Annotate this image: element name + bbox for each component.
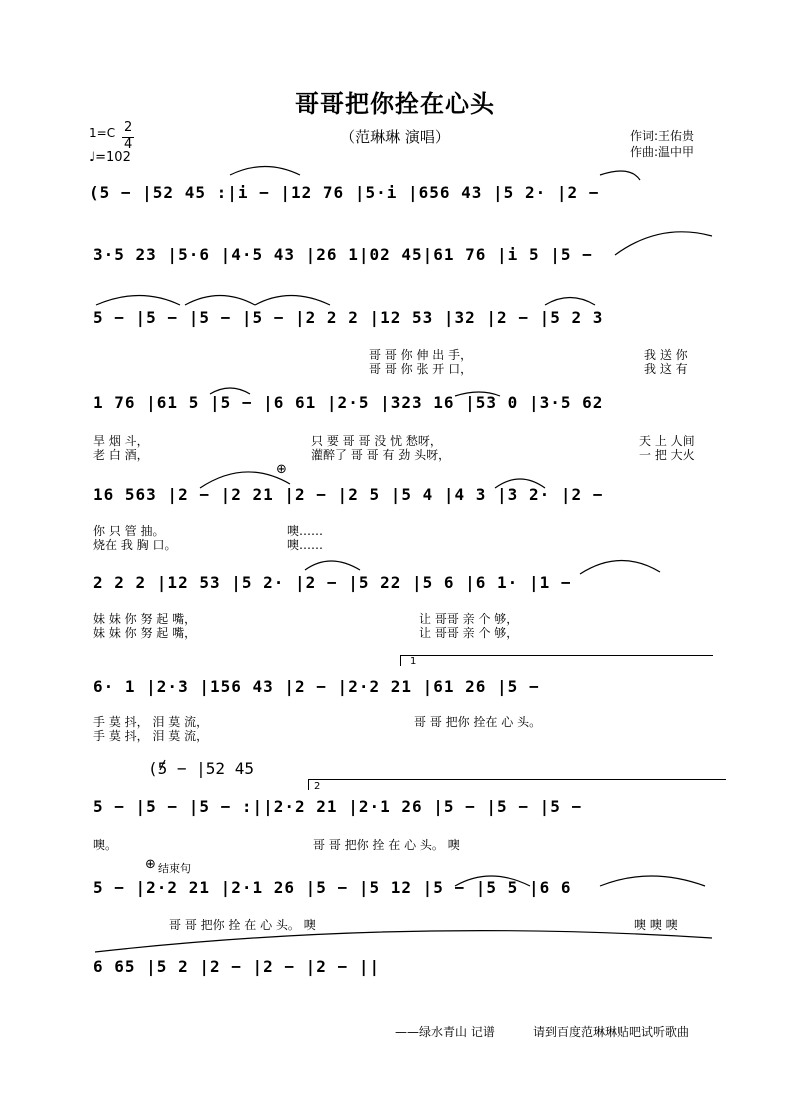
lyric-verse1: 旱 烟 斗， (93, 434, 149, 448)
lyric-verse1: 哥 哥 你 伸 出 手， (369, 348, 473, 362)
notation-line: 6· 1 |2·3 |156 43 |2 − |2·2 21 |61 26 |5 − (93, 677, 540, 696)
transcriber-credit: ——绿水青山 记谱 (395, 1025, 495, 1039)
key-signature: 1=C (89, 126, 116, 140)
time-signature-top: 2 (124, 120, 133, 135)
ending-label: 结束句 (158, 862, 191, 875)
lyric-verse2: 我 这 有 (644, 362, 688, 376)
lyric-verse1: 我 送 你 (644, 348, 688, 362)
coda-mark-icon: ⊕ (145, 857, 156, 872)
lyric-verse2: 灌醉了 哥 哥 有 劲 头呀， (311, 448, 451, 462)
lyric: 噢 噢 噢 (634, 918, 678, 932)
lyric-verse1: 只 要 哥 哥 没 忧 愁呀， (311, 434, 442, 448)
lyric-verse1: 让 哥哥 亲 个 够， (419, 612, 519, 626)
lyric-verse1: 天 上 人间 (639, 434, 695, 448)
lyric-verse1: 手 莫 抖， 泪 莫 流， (93, 715, 209, 729)
performer-subtitle: （范琳琳 演唱） (340, 128, 450, 146)
lyric-verse2: 烧在 我 胸 口。 (93, 538, 177, 552)
song-title: 哥哥把你拴在心头 (295, 90, 495, 118)
time-signature-bottom: 4 (124, 137, 133, 152)
notation-line: 3·5 23 |5·6 |4·5 43 |26 1|02 45|61 76 |i 5 |5 − (93, 245, 593, 264)
lyricist-credit: 作词:王佑贵 (630, 129, 695, 143)
lyric-verse2: 妹 妹 你 努 起 嘴， (93, 626, 197, 640)
volta-2-label: 2 (314, 781, 321, 792)
volta-1-label: 1 (410, 656, 417, 667)
notation-line: 1 76 |61 5 |5 − |6 61 |2·5 |323 16 |53 0 |3·5 62 (93, 393, 604, 412)
lyric-verse1: 哥 哥 把你 拴在 心 头。 (414, 715, 542, 729)
lyric-verse2: 噢…… (287, 538, 324, 552)
lyric-verse2: 哥 哥 你 张 开 口， (369, 362, 473, 376)
notation-line: 6 65 |5 2 |2 − |2 − |2 − || (93, 957, 381, 976)
composer-credit: 作曲:温中甲 (630, 145, 695, 159)
notation-line: 5 − |5 − |5 − :||2·2 21 |2·1 26 |5 − |5 − |5 − (93, 797, 583, 816)
lyric-verse1: 妹 妹 你 努 起 嘴， (93, 612, 197, 626)
lyric-verse1: 噢…… (287, 524, 324, 538)
notation-line: 2 2 2 |12 53 |5 2· |2 − |5 22 |5 6 |6 1· |1 − (93, 573, 572, 592)
tempo-marking: ♩=102 (89, 150, 131, 165)
ossia-passage: (5 − |52 45 (148, 759, 254, 778)
lyric-verse2: 手 莫 抖， 泪 莫 流， (93, 729, 209, 743)
notation-line: (5 − |52 45 :|i − |12 76 |5·i |656 43 |5 2· |2 − (89, 183, 600, 202)
notation-line: 5 − |5 − |5 − |5 − |2 2 2 |12 53 |32 |2 − |5 2 3 (93, 308, 604, 327)
lyric-verse2: 让 哥哥 亲 个 够， (419, 626, 519, 640)
notation-line: 5 − |2·2 21 |2·1 26 |5 − |5 12 |5 − |5 5 |6 6 (93, 878, 572, 897)
coda-mark-icon: ⊕ (276, 462, 287, 477)
lyric-verse1: 你 只 管 抽。 (93, 524, 165, 538)
notation-line: 16 563 |2 − |2 21 |2 − |2 5 |5 4 |4 3 |3 2· |2 − (93, 485, 604, 504)
lyric: 噢。 (93, 838, 118, 852)
listening-note: 请到百度范琳琳贴吧试听歌曲 (533, 1025, 690, 1039)
lyric: 哥 哥 把你 拴 在 心 头。 噢 (313, 838, 460, 852)
lyric-verse2: 一 把 大火 (639, 448, 695, 462)
lyric-verse2: 老 白 酒， (93, 448, 149, 462)
lyric: 哥 哥 把你 拴 在 心 头。 噢 (169, 918, 316, 932)
